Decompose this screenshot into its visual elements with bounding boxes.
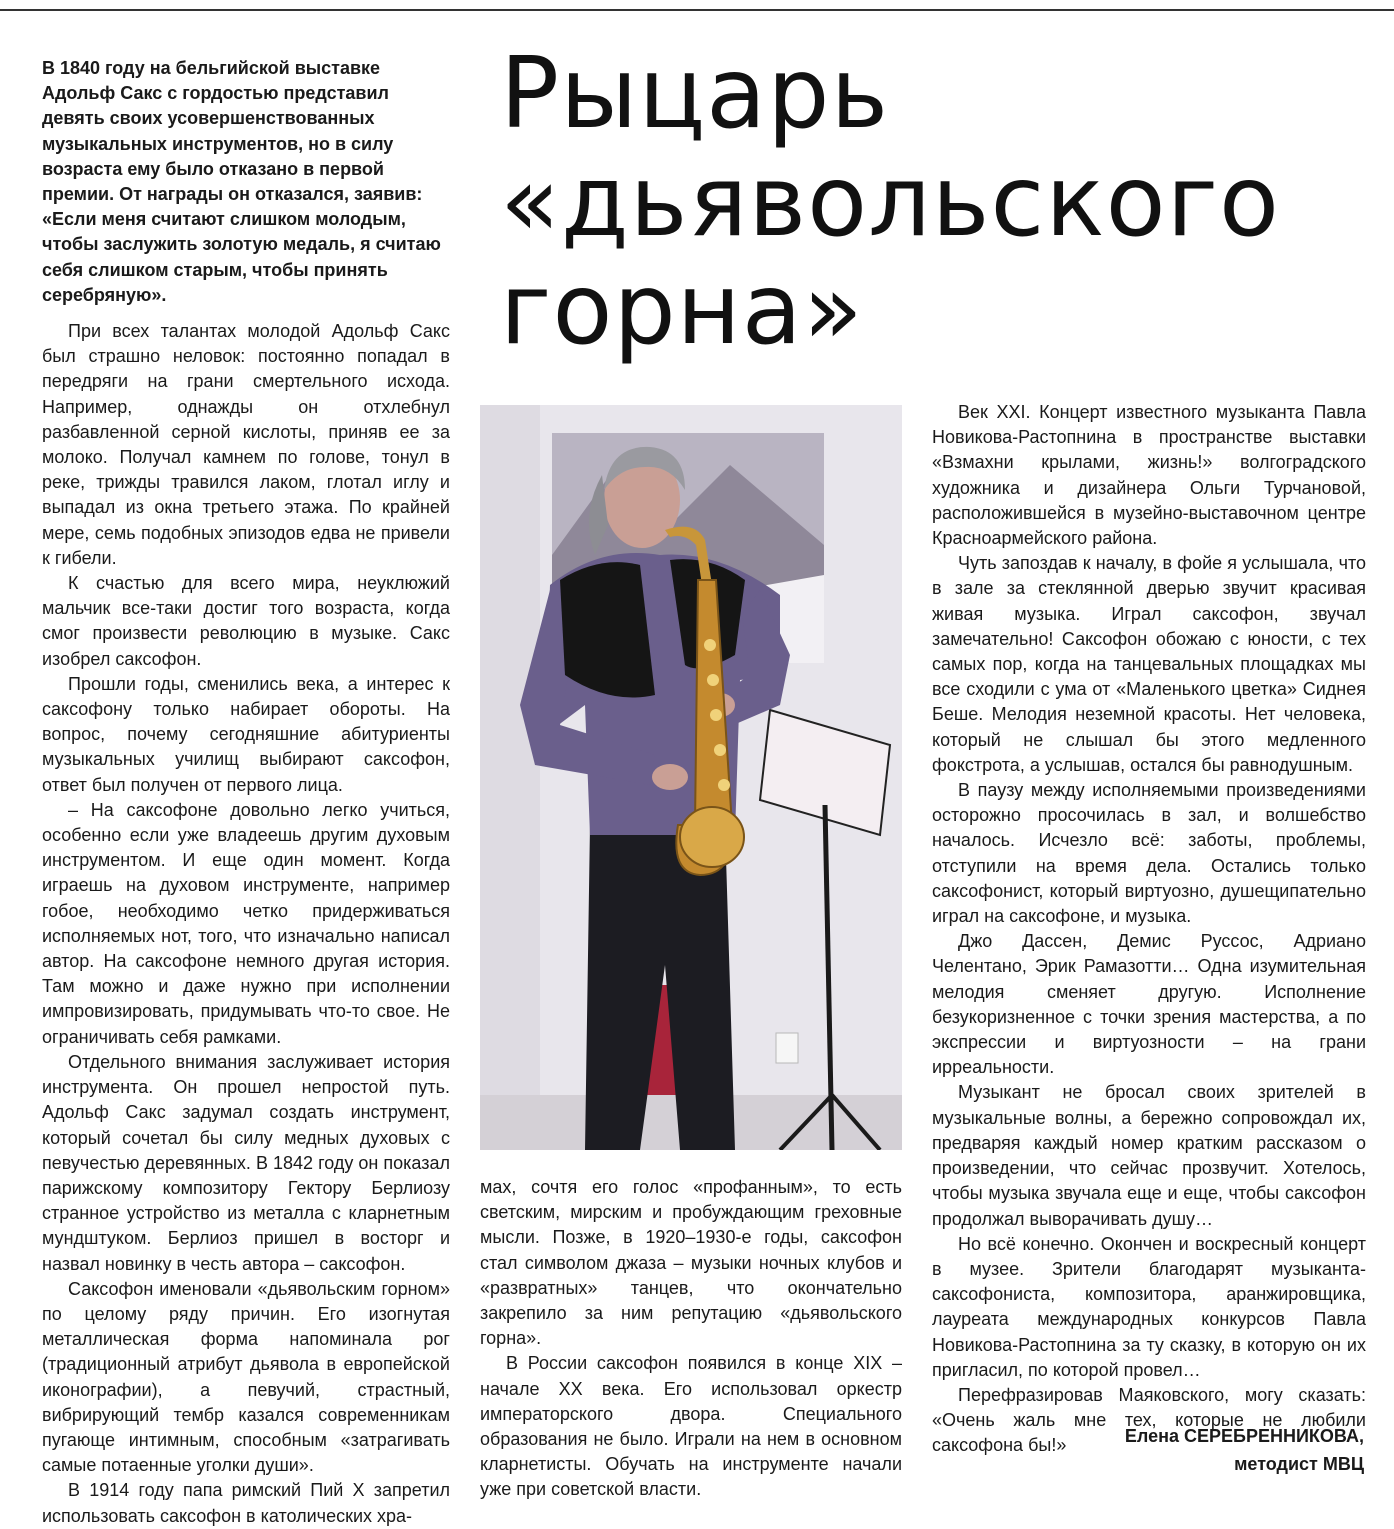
photo-illustration: [480, 405, 902, 1150]
paragraph: Чуть запоздав к началу, в фойе я услышала, что в зале за стеклянной дверью звучит красивая живая музыка. Играл саксофон, звучал замечательно! Саксофон обожаю с юности, с тех самых пор, когда на танцевальных площадках мы все сходили с ума от «Маленького цветка» Сиднея Беше. Мелодия неземной красоты. Нет человека, который не слышал бы этого медленного фокстрота, а услышав, остался бы равнодушным.: [932, 553, 1366, 775]
paragraph: Век XXI. Концерт известного музыканта Павла Новикова-Растопнина в пространстве выставки «Взмахни крылами, жизнь!» волгоградского художника и дизайнера Ольги Турчановой, расположившейся в музейно-выставочном центре Красноармейского района.: [932, 402, 1366, 549]
paragraph: При всех талантах молодой Адольф Сакс был страшно неловок: постоянно попадал в передряги на грани смертельного исхода. Например, однажды он отхлебнул разбавленной серной кислоты, приняв ее за молоко. Получал камнем по голове, тонул в реке, трижды травился лаком, глотал иглу и выпадал из окна третьего этажа. По крайней мере, семь подобных эпизодов едва не привели к гибели.: [42, 321, 450, 568]
paragraph: Саксофон именовали «дьявольским горном» по целому ряду причин. Его изогнутая металлическая форма напоминала рог (традиционный атрибут дьявола в европейской иконографии), а певучий, страстный, вибрирующий тембр казался современникам пугающе интимным, способным «затрагивать самые потаенные уголки души».: [42, 1278, 450, 1476]
headline-line-1: Рыцарь: [500, 37, 890, 151]
text-column-3: [932, 400, 1366, 1459]
headline-line-3: горна»: [500, 253, 864, 367]
top-rule: [0, 9, 1394, 11]
lead-paragraph: [42, 56, 452, 308]
text-column-2: [480, 1175, 902, 1503]
author-role: методист МВЦ: [1234, 1454, 1364, 1474]
lead-text: В 1840 году на бельгийской выставке Адольф Сакс с гордостью представил девять своих усовершенствованных музыкальных инструментов, но в силу возраста ему было отказано в первой премии. От награды он отказался, заявив: «Если меня считают слишком молодым, чтобы заслужить золотую медаль, я считаю себя слишком старым, чтобы принять серебряную».: [42, 58, 441, 305]
paragraph: Перефразировав Маяковского, могу сказать: «Очень жаль мне тех, которые не любили саксофона бы!»: [932, 1384, 1366, 1456]
paragraph: Отдельного внимания заслуживает история инструмента. Он прошел непростой путь. Адольф Сакс задумал создать инструмент, который сочетал бы силу медных духовых с певучестью деревянных. В 1842 году он показал парижскому композитору Гектору Берлиозу странное устройство из металла с кларнетным мундштуком. Берлиоз пришел в восторг и назвал новинку в честь автора – саксофон.: [42, 1051, 450, 1274]
paragraph: В России саксофон появился в конце XIX – начале XX века. Его использовал оркестр императорского двора. Специального образования не было. Играли на нем в основном кларнетисты. Обучать на инструменте начали уже при советской власти.: [480, 1353, 902, 1500]
paragraph: мах, сочтя его голос «профанным», то есть светским, мирским и пробуждающим греховные мысли. Позже, в 1920–1930-е годы, саксофон стал символом джаза – музыки ночных клубов и «развратных» танцев, что окончательно закрепило за ним репутацию «дьявольского горна».: [480, 1177, 902, 1349]
paragraph: Но всё конечно. Окончен и воскресный концерт в музее. Зрители благодарят музыканта-саксофониста, композитора, аранжировщика, лауреата международных конкурсов Павла Новикова-Растопнина за ту сказку, в которую он их пригласил, по которой провел…: [932, 1233, 1366, 1380]
author-byline: [964, 1422, 1364, 1478]
text-column-1: [42, 319, 450, 1529]
paragraph: – На саксофоне довольно легко учиться, особенно если уже владеешь другим духовым инструментом. И еще один момент. Когда играешь на духовом инструменте, например гобое, необходимо четко придерживаться исполняемых нот, того, что изначально написал автор. На саксофоне немного другая история. Там можно и даже нужно при исполнении импровизировать, придумывать что-то свое. Не ограничивать себя рамками.: [42, 799, 450, 1047]
saxophonist-photo: [480, 405, 902, 1150]
paragraph: В 1914 году папа римский Пий Х запретил использовать саксофон в католических хра-: [42, 1480, 450, 1526]
paragraph: Джо Дассен, Демис Руссос, Адриано Челентано, Эрик Рамазотти… Одна изумительная мелодия сменяет другую. Исполнение безукоризненное с точки зрения мастерства, а по экспрессии и виртуозности – на грани ирреальности.: [932, 931, 1366, 1078]
paragraph: Музыкант не бросал своих зрителей в музыкальные волны, а бережно сопровождал их, предваряя каждый номер кратким рассказом о произведении, что сейчас прозвучит. Хотелось, чтобы музыка звучала еще и еще, чтобы саксофон продолжал выворачивать душу…: [932, 1082, 1366, 1229]
paragraph: Прошли годы, сменились века, а интерес к саксофону только набирает обороты. На вопрос, почему сегодняшние абитуриенты музыкальных училищ выбирают саксофон, ответ был получен от первого лица.: [42, 673, 450, 795]
headline-line-2: «дьявольского: [500, 145, 1281, 259]
paragraph: К счастью для всего мира, неуклюжий мальчик все-таки достиг того возраста, когда смог произвести революцию в музыке. Сакс изобрел саксофон.: [42, 573, 450, 669]
author-name: Елена СЕРЕБРЕННИКОВА,: [1124, 1426, 1364, 1446]
article-headline: [500, 37, 1380, 367]
paragraph: В паузу между исполняемыми произведениями осторожно просочилась в зал, и волшебство началось. Исчезло всё: заботы, проблемы, отступили на время дела. Остались только саксофонист, который виртуозно, душещипательно играл на саксофоне, и музыка.: [932, 780, 1366, 927]
